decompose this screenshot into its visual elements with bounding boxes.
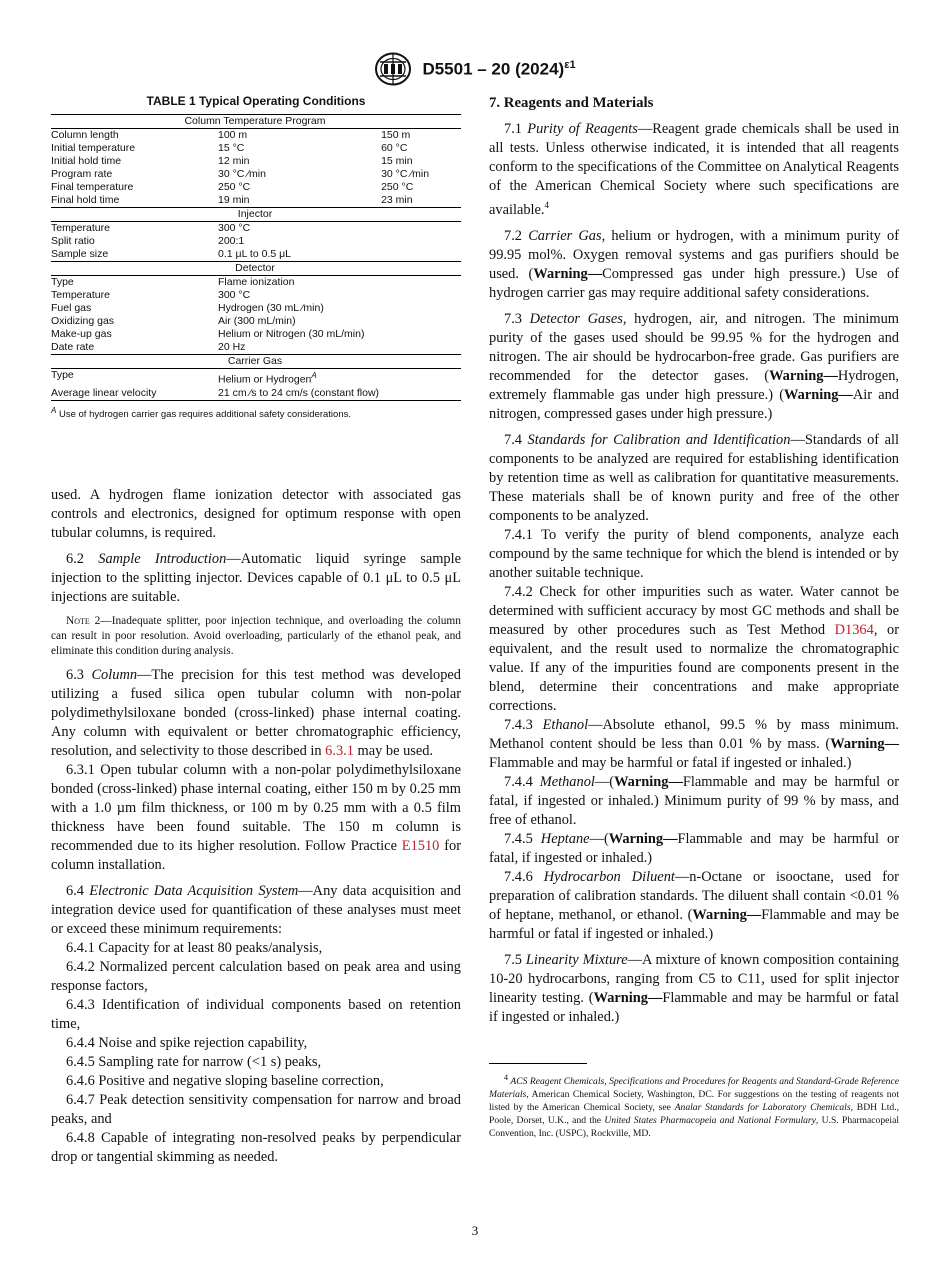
table-row bbox=[51, 302, 461, 315]
link-6-3-1[interactable]: 6.3.1 bbox=[325, 742, 354, 759]
table-footnote: $^A$ Use of hydrogen carrier gas requires additional safety considerations. bbox=[51, 405, 352, 420]
table-row bbox=[51, 276, 461, 290]
table-cell: 250 °C bbox=[218, 181, 251, 193]
table-cell: Average linear velocity bbox=[51, 387, 218, 401]
table-cell: Split ratio bbox=[51, 235, 95, 247]
table-cell: Make-up gas bbox=[51, 328, 112, 340]
paragraph-7-4-3: 7.4.3 Ethanol—Absolute ethanol, 99.5 % by mass minimum. Methanol content should be less than 0.01 % by mass. (Warning—Flammable and may be harmful or fatal if ingested or inhaled.) bbox=[489, 716, 899, 771]
table-cell: 15 min bbox=[381, 155, 413, 167]
table-section-header: Detector bbox=[51, 262, 461, 276]
astm-logo-icon bbox=[374, 52, 412, 86]
paragraph-6-4-1: 6.4.1 Capacity for at least 80 peaks/analysis, bbox=[66, 939, 323, 956]
paragraph-7-4: 7.4 Standards for Calibration and Identification—Standards of all components to be analyzed are required for establishing identification by retention time as well as calibration for quantitative measurements. These materials shall be of known purity and free of the other components to be analyzed. bbox=[489, 431, 899, 524]
paragraph-6-4-3: 6.4.3 Identification of individual components based on retention time, bbox=[51, 996, 461, 1032]
right-column bbox=[489, 94, 899, 1140]
table-cell: Type bbox=[51, 369, 74, 381]
paragraph-6-4-2: 6.4.2 Normalized percent calculation based on peak area and using response factors, bbox=[51, 958, 461, 994]
table-cell: Temperature bbox=[51, 222, 110, 234]
table-row bbox=[51, 168, 461, 181]
paragraph-6-3: 6.3 Column—The precision for this test method was developed utilizing a fused silica open tubular column with non-polar polydimethylsiloxane bonded (cross-linked) phase internal coating. Any column with equivalent or better chromatographic efficiency, resolution, and selectivity to those described in 6.3.1 may be used. bbox=[51, 666, 461, 759]
table-cell bbox=[381, 328, 461, 341]
table-cell: 12 min bbox=[218, 155, 250, 167]
doc-id-superscript: ε1 bbox=[564, 58, 576, 71]
paragraph-6-1-cont: used. A hydrogen flame ionization detector with associated gas controls and electronics, designed for optimum response with open tubular columns, is required. bbox=[51, 486, 461, 541]
operating-conditions-table bbox=[51, 114, 461, 401]
table-cell bbox=[381, 248, 461, 262]
paragraph-6-3-1: 6.3.1 Open tubular column with a non-polar polydimethylsiloxane bonded (cross-linked) phase internal coating, either 150 m by 0.25 mm with a 1.0 µm film thickness, or 100 m by 0.25 mm with a 0.5 film thickness have been found suitable. The 150 m column is recommended due to its higher resolution. Follow Practice E1510 for column installation. bbox=[51, 761, 461, 873]
table-row bbox=[51, 387, 461, 401]
table-cell: 0.1 μL to 0.5 μL bbox=[218, 248, 292, 260]
table-cell: 300 °C bbox=[218, 222, 251, 234]
table-cell bbox=[381, 276, 461, 290]
table-row bbox=[51, 181, 461, 194]
table-row bbox=[51, 155, 461, 168]
table-cell bbox=[381, 315, 461, 328]
table-row bbox=[51, 289, 461, 302]
table-cell: Air (300 mL/min) bbox=[218, 315, 296, 327]
paragraph-7-1: 7.1 Purity of Reagents—Reagent grade chemicals shall be used in all tests. Unless otherwise indicated, it is intended that all reagents conform to the specifications of the Committee on Analytical Reagents of the American Chemical Society where such specifications are available.$^4$ bbox=[489, 121, 900, 218]
paragraph-7-2: 7.2 Carrier Gas, helium or hydrogen, with a minimum purity of 99.95 mol%. Oxygen removal systems and gas purifiers should be used. (Warning—Compressed gas under high pressure.) Use of hydrogen carrier gas may require additional safety considerations. bbox=[489, 227, 899, 301]
table-cell: Final hold time bbox=[51, 194, 120, 206]
paragraph-6-2: 6.2 Sample Introduction—Automatic liquid syringe sample injection to the splitting injector. Devices capable of 0.1 μL to 0.5 μL injections are suitable. bbox=[51, 550, 461, 605]
link-d1364[interactable]: D1364 bbox=[834, 621, 874, 638]
table-section-header: Carrier Gas bbox=[51, 355, 461, 369]
footnote-rule bbox=[489, 1063, 587, 1064]
table-row bbox=[51, 369, 461, 387]
paragraph-7-4-2: 7.4.2 Check for other impurities such as water. Water cannot be determined with sufficient accuracy by most GC methods and shall be measured by other procedures such as Test Method D1364, or equivalent, and the result used to normalize the chromatographic value. If any of the impurities found are components present in the blend, determine their concentrations and make appropriate corrections. bbox=[489, 583, 899, 714]
table-cell: Date rate bbox=[51, 341, 95, 353]
table-cell bbox=[381, 235, 461, 248]
paragraph-7-4-1: 7.4.1 To verify the purity of blend components, analyze each compound by the same technique for which the blend is intended or by another suitable technique. bbox=[489, 526, 899, 581]
table-row bbox=[51, 129, 461, 143]
table-row bbox=[51, 315, 461, 328]
document-id: D5501 – 20 $(2024)^{\varepsilon 1}$ bbox=[422, 58, 576, 79]
table-cell: Initial temperature bbox=[51, 142, 136, 154]
table-caption: TABLE 1 Typical Operating Conditions bbox=[146, 94, 366, 108]
note-2: Note 2—Inadequate splitter, poor injection technique, and overloading the column can result in poor resolution. Avoid overloading, particularly of the ethanol peak, and eliminate this condition during analysis. bbox=[51, 614, 461, 657]
paragraph-7-4-5: 7.4.5 Heptane—(Warning—Flammable and may be harmful or fatal, if ingested or inhaled.) bbox=[489, 830, 899, 866]
page-number: 3 bbox=[471, 1223, 479, 1238]
paragraph-7-4-4: 7.4.4 Methanol—(Warning—Flammable and may be harmful or fatal, if ingested or inhaled.) Minimum purity of 99 % by mass, and free of ethanol. bbox=[489, 773, 899, 828]
table-cell: Program rate bbox=[51, 168, 113, 180]
paragraph-7-5: 7.5 Linearity Mixture—A mixture of known composition containing 10-20 hydrocarbons, ranging from C5 to C11, used for split injector linearity testing. (Warning—Flammable and may be harmful or fatal if ingested or inhaled.) bbox=[489, 951, 899, 1025]
table-cell: Final temperature bbox=[51, 181, 134, 193]
table-cell: 150 m bbox=[381, 129, 411, 141]
paragraph-6-4-4: 6.4.4 Noise and spike rejection capability, bbox=[66, 1034, 308, 1051]
table-row bbox=[51, 328, 461, 341]
table-cell: Oxidizing gas bbox=[51, 315, 115, 327]
table-row bbox=[51, 222, 461, 236]
paragraph-6-4-6: 6.4.6 Positive and negative sloping baseline correction, bbox=[66, 1072, 384, 1089]
table-cell: 15 °C bbox=[218, 142, 245, 154]
table-cell: 60 °C bbox=[381, 142, 408, 154]
footnote-4: $^4$ ACS Reagent Chemicals, Specifications and Procedures for Reagents and Standard-Grade Reference Materials, American Chemical Society, Washington, DC. For suggestions on the testing of reagents not listed by the American Chemical Society, see Analar Standards for Laboratory Chemicals, BDH Ltd., Poole, Dorset, U.K., and the United States Pharmacopeia and National Formulary, U.S. Pharmacopeial Convention, Inc. (USPC), Rockville, MD. bbox=[489, 1072, 899, 1139]
table-row bbox=[51, 194, 461, 208]
table-section-header: Injector bbox=[51, 208, 461, 222]
table-cell bbox=[381, 369, 461, 387]
link-e1510[interactable]: E1510 bbox=[401, 837, 440, 854]
table-cell: 23 min bbox=[381, 194, 413, 206]
table-cell: 30 °C ⁄min bbox=[218, 168, 266, 180]
paragraph-7-3: 7.3 Detector Gases, hydrogen, air, and nitrogen. The minimum purity of the gases used should be 99.95 % for the hydrogen and nitrogen. The air should be hydrocarbon-free grade. Gas purifiers are recommended for the detector gases. (Warning—Hydrogen, extremely flammable gas under high pressure.) (Warning—Air and nitrogen, compressed gases under high pressure.) bbox=[489, 310, 899, 422]
table-row bbox=[51, 341, 461, 355]
page-header bbox=[0, 52, 950, 86]
table-cell: Sample size bbox=[51, 248, 109, 260]
table-cell: Helium or Nitrogen (30 mL/min) bbox=[218, 328, 365, 340]
table-cell: Fuel gas bbox=[51, 302, 92, 314]
section-7-heading: 7. Reagents and Materials bbox=[489, 95, 654, 111]
table-cell: 19 min bbox=[218, 194, 250, 206]
paragraph-6-4-5: 6.4.5 Sampling rate for narrow (<1 s) peaks, bbox=[66, 1053, 322, 1070]
table-section-header: Column Temperature Program bbox=[51, 115, 461, 129]
table-cell: 20 Hz bbox=[218, 341, 246, 353]
table-cell: Helium or Hydrogen$^A$ bbox=[218, 371, 317, 386]
table-cell bbox=[381, 302, 461, 315]
table-cell bbox=[381, 341, 461, 355]
paragraph-6-4: 6.4 Electronic Data Acquisition System—Any data acquisition and integration device used for quantification of these analyses must meet or exceed these minimum requirements: bbox=[51, 882, 461, 937]
table-cell: 200:1 bbox=[218, 235, 245, 247]
paragraph-7-4-6: 7.4.6 Hydrocarbon Diluent—n-Octane or isooctane, used for preparation of calibration standards. The diluent shall contain <0.01 % of heptane, methanol, or ethanol. (Warning—Flammable and may be harmful or fatal if ingested or inhaled.) bbox=[489, 868, 899, 942]
table-cell bbox=[381, 387, 461, 401]
left-column bbox=[51, 94, 461, 1167]
table-cell: 30 °C ⁄min bbox=[381, 168, 430, 180]
table-row bbox=[51, 248, 461, 262]
table-cell: Column length bbox=[51, 129, 119, 141]
table-row bbox=[51, 142, 461, 155]
table-cell: 21 cm ⁄s to 24 cm/s (constant flow) bbox=[218, 386, 380, 399]
table-cell: Initial hold time bbox=[51, 155, 122, 167]
table-cell: 300 °C bbox=[218, 289, 251, 301]
paragraph-6-4-7: 6.4.7 Peak detection sensitivity compensation for narrow and broad peaks, and bbox=[51, 1091, 461, 1127]
table-cell: 100 m bbox=[218, 129, 248, 141]
footnote-ref-4: 4 bbox=[544, 200, 550, 210]
table-cell bbox=[381, 222, 461, 236]
table-cell: Type bbox=[51, 276, 74, 288]
paragraph-6-4-8: 6.4.8 Capable of integrating non-resolved peaks by perpendicular drop or tangential skimming as needed. bbox=[51, 1129, 461, 1165]
table-cell: Hydrogen (30 mL ⁄min) bbox=[218, 302, 324, 314]
table-cell bbox=[381, 289, 461, 302]
table-row bbox=[51, 235, 461, 248]
table-cell: Flame ionization bbox=[218, 276, 295, 288]
table-cell: 250 °C bbox=[381, 181, 414, 193]
table-cell: Temperature bbox=[51, 289, 110, 301]
